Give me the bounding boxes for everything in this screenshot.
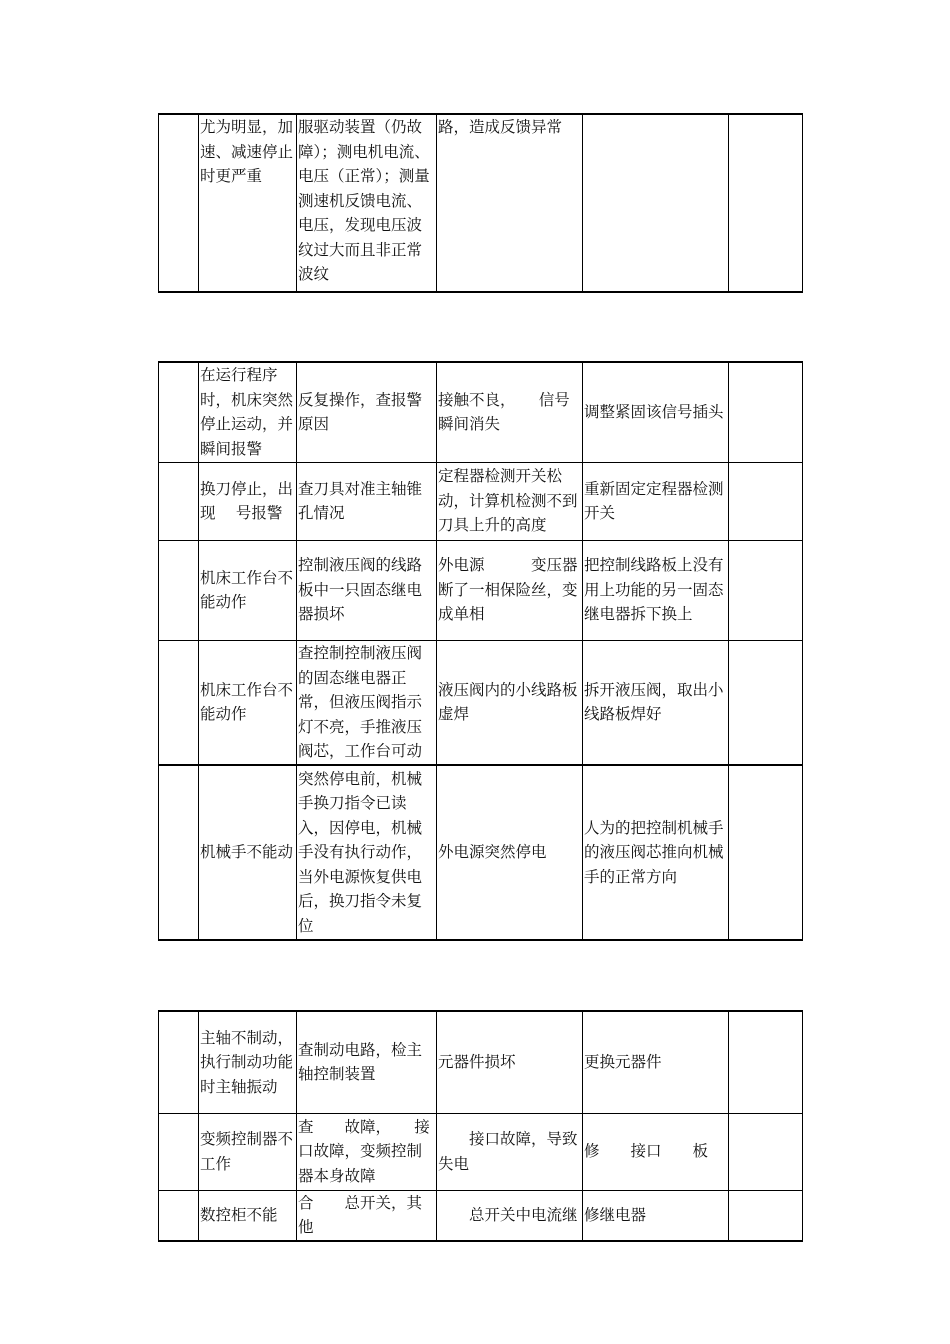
table-cell-cause: 接触不良， 信号瞬间消失: [437, 362, 583, 462]
table-cell-check: 查 故障， 接口故障，变频控制器本身故障: [297, 1113, 437, 1190]
table-cell-index: [159, 1190, 199, 1241]
table-cell-index: [159, 362, 199, 462]
table-cell-index: [159, 540, 199, 640]
fault-table-segment-3: [158, 1010, 803, 1242]
table-cell-index: [159, 765, 199, 940]
table-cell-note: [729, 1011, 803, 1113]
table-cell-remedy: 修 接口 板: [583, 1113, 729, 1190]
table-cell-cause: 总开关中电流继: [437, 1190, 583, 1241]
table-cell-cause: 外电源 变压器断了一相保险丝，变成单相: [437, 540, 583, 640]
table-cell-remedy: 把控制线路板上没有用上功能的另一固态继电器拆下换上: [583, 540, 729, 640]
table-cell-symptom: 尤为明显，加速、减速停止时更严重: [199, 114, 297, 292]
table-cell-note: [729, 114, 803, 292]
table-cell-index: [159, 1011, 199, 1113]
table-row: [159, 1011, 803, 1113]
table-cell-note: [729, 1190, 803, 1241]
table-cell-index: [159, 640, 199, 765]
table-row: [159, 362, 803, 462]
table-cell-symptom: 变频控制器不工作: [199, 1113, 297, 1190]
table-cell-cause: 路，造成反馈异常: [437, 114, 583, 292]
table-cell-note: [729, 362, 803, 462]
table-cell-cause: 元器件损坏: [437, 1011, 583, 1113]
table-cell-note: [729, 462, 803, 540]
table-cell-symptom: 主轴不制动，执行制动功能时主轴振动: [199, 1011, 297, 1113]
table-cell-symptom: 机械手不能动: [199, 765, 297, 940]
table-cell-remedy: 人为的把控制机械手的液压阀芯推向机械手的正常方向: [583, 765, 729, 940]
table-cell-remedy: 更换元器件: [583, 1011, 729, 1113]
table-cell-note: [729, 540, 803, 640]
table-cell-remedy: 拆开液压阀，取出小线路板焊好: [583, 640, 729, 765]
table-cell-symptom: 换刀停止，出现 号报警: [199, 462, 297, 540]
table-row: [159, 640, 803, 765]
table-cell-check: 查控制控制液压阀的固态继电器正常，但液压阀指示灯不亮，手推液压阀芯，工作台可动: [297, 640, 437, 765]
table-row: [159, 462, 803, 540]
table-cell-remedy: [583, 114, 729, 292]
table-cell-symptom: 机床工作台不能动作: [199, 540, 297, 640]
table-cell-cause: 定程器检测开关松动，计算机检测不到刀具上升的高度: [437, 462, 583, 540]
table-cell-remedy: 重新固定定程器检测开关: [583, 462, 729, 540]
table-cell-cause: 接口故障，导致失电: [437, 1113, 583, 1190]
fault-table-segment-1: [158, 113, 803, 293]
table-cell-note: [729, 765, 803, 940]
fault-table-segment-2: [158, 361, 803, 941]
table-row: [159, 765, 803, 940]
table-cell-index: [159, 1113, 199, 1190]
table-cell-cause: 外电源突然停电: [437, 765, 583, 940]
table-cell-cause: 液压阀内的小线路板虚焊: [437, 640, 583, 765]
table-cell-check: 突然停电前，机械手换刀指令已读入，因停电，机械手没有执行动作，当外电源恢复供电后，换刀指令未复位: [297, 765, 437, 940]
table-cell-check: 服驱动装置（仍故障）；测电机电流、电压（正常）；测量测速机反馈电流、电压，发现电压波纹过大而且非正常波纹: [297, 114, 437, 292]
table-cell-check: 合 总开关，其他: [297, 1190, 437, 1241]
table-cell-index: [159, 462, 199, 540]
table-cell-check: 查刀具对准主轴锥孔情况: [297, 462, 437, 540]
table-cell-index: [159, 114, 199, 292]
table-cell-symptom: 在运行程序时，机床突然停止运动，并瞬间报警: [199, 362, 297, 462]
table-cell-check: 反复操作，查报警原因: [297, 362, 437, 462]
table-cell-symptom: 机床工作台不能动作: [199, 640, 297, 765]
table-cell-remedy: 修继电器: [583, 1190, 729, 1241]
table-cell-note: [729, 1113, 803, 1190]
table-row: [159, 540, 803, 640]
table-cell-check: 控制液压阀的线路板中一只固态继电器损坏: [297, 540, 437, 640]
table-cell-check: 查制动电路，检主轴控制装置: [297, 1011, 437, 1113]
table-row: [159, 114, 803, 292]
table-row: [159, 1113, 803, 1190]
table-cell-note: [729, 640, 803, 765]
table-cell-symptom: 数控柜不能: [199, 1190, 297, 1241]
table-row: [159, 1190, 803, 1241]
table-cell-remedy: 调整紧固该信号插头: [583, 362, 729, 462]
